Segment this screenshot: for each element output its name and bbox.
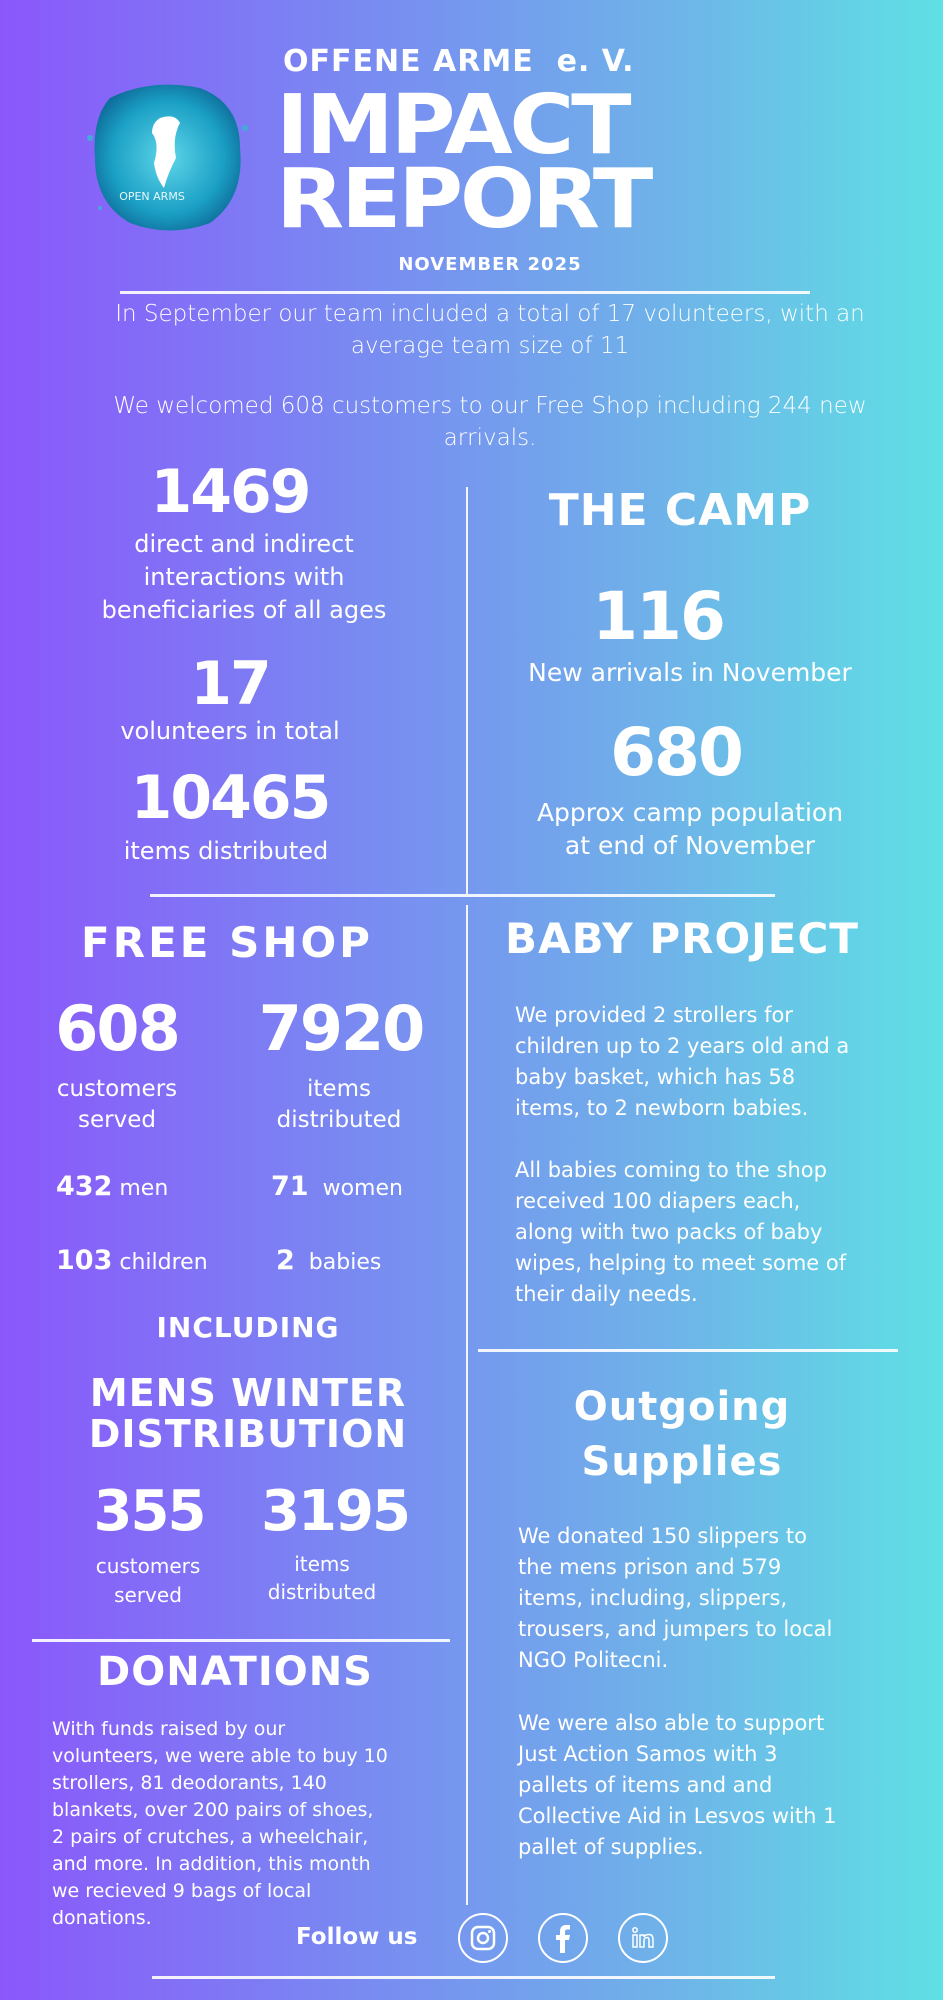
text-line: trousers, and jumpers to local	[518, 1617, 833, 1641]
winter-items-label	[268, 1550, 377, 1606]
text-line: MENS WINTER	[89, 1371, 407, 1415]
text-line: pallets of items and and	[518, 1773, 773, 1797]
text-line: average team size of 11	[350, 333, 630, 359]
text-line: items, including, slippers,	[518, 1586, 788, 1610]
report-month: NOVEMBER 2025	[398, 254, 582, 275]
divider	[32, 1639, 450, 1642]
text-line: 2 pairs of crutches, a wheelchair,	[52, 1826, 369, 1848]
camp-population-label	[537, 796, 843, 862]
intro-text-2	[113, 390, 866, 454]
text-line: distributed	[276, 1107, 402, 1133]
instagram-icon[interactable]	[458, 1913, 508, 1963]
text-line: wipes, helping to meet some of	[515, 1251, 847, 1275]
outgoing-supplies-title	[574, 1380, 791, 1490]
divider	[466, 905, 468, 1905]
report-title-line1: IMPACT	[276, 78, 629, 173]
children-label: children	[119, 1250, 208, 1275]
text-line: we recieved 9 bags of local	[52, 1880, 312, 1902]
follow-us-label: Follow us	[296, 1924, 418, 1950]
text-line: In September our team included a total of 17 volunteers, with an	[115, 301, 865, 327]
volunteers-label: volunteers in total	[120, 717, 340, 745]
text-line: baby basket, which has 58	[515, 1065, 796, 1089]
new-arrivals-label: New arrivals in November	[528, 658, 852, 687]
text-line: children up to 2 years old and a	[515, 1034, 850, 1058]
items-label: items distributed	[123, 837, 329, 865]
text-line: served	[114, 1583, 182, 1607]
text-line: distributed	[267, 1580, 377, 1604]
text-line: We were also able to support	[518, 1711, 825, 1735]
baby-project-text-2	[515, 1155, 846, 1310]
text-line: NGO Politecni.	[518, 1648, 669, 1672]
babies-label: babies	[308, 1250, 382, 1275]
text-line: at end of November	[564, 831, 816, 860]
text-line: donations.	[52, 1907, 152, 1929]
men-stat	[56, 1170, 168, 1206]
divider	[152, 1976, 775, 1979]
open-arms-logo	[80, 78, 255, 236]
text-line: along with two packs of baby	[515, 1220, 823, 1244]
men-label: men	[119, 1176, 169, 1201]
outgoing-text-2	[518, 1708, 836, 1863]
logo-text: OPEN ARMS	[119, 190, 185, 203]
text-line: beneficiaries of all ages	[101, 596, 387, 624]
text-line: received 100 diapers each,	[515, 1189, 801, 1213]
interactions-label	[102, 528, 387, 627]
children-count: 103	[56, 1245, 113, 1276]
facebook-icon[interactable]	[538, 1913, 588, 1963]
text-line: Just Action Samos with 3	[518, 1742, 778, 1766]
babies-stat	[276, 1244, 381, 1280]
text-line: served	[78, 1107, 156, 1133]
text-line: blankets, over 200 pairs of shoes,	[52, 1799, 374, 1821]
including-heading: INCLUDING	[156, 1311, 340, 1344]
donations-title: DONATIONS	[97, 1649, 373, 1695]
children-stat	[56, 1244, 208, 1280]
text-line: customers	[95, 1554, 201, 1578]
linkedin-icon[interactable]	[618, 1913, 668, 1963]
text-line: With funds raised by our	[52, 1718, 286, 1740]
winter-items-count: 3195	[261, 1479, 409, 1544]
text-line: interactions with	[143, 563, 345, 591]
divider	[478, 1349, 898, 1352]
volunteers-count: 17	[190, 649, 270, 719]
text-line: Collective Aid in Lesvos with 1	[518, 1804, 837, 1828]
text-line: strollers, 81 deodorants, 140	[52, 1772, 327, 1794]
text-line: items	[307, 1076, 371, 1102]
women-count: 71	[271, 1171, 309, 1202]
text-line: the mens prison and 579	[518, 1555, 782, 1579]
text-line: All babies coming to the shop	[515, 1158, 827, 1182]
free-shop-items-count: 7920	[258, 992, 424, 1065]
text-line: their daily needs.	[515, 1282, 698, 1306]
free-shop-items-label	[277, 1074, 402, 1136]
men-count: 432	[56, 1171, 113, 1202]
text-line: We welcomed 608 customers to our Free Shop including 244 new	[113, 393, 867, 419]
report-title-line2: REPORT	[276, 152, 651, 247]
text-line: We provided 2 strollers for	[515, 1003, 793, 1027]
winter-distribution-title	[89, 1373, 407, 1455]
divider	[120, 291, 810, 294]
text-line: Supplies	[581, 1439, 783, 1485]
women-label: women	[322, 1176, 403, 1201]
new-arrivals-count: 116	[592, 578, 724, 655]
text-line: items, to 2 newborn babies.	[515, 1096, 809, 1120]
text-line: pallet of supplies.	[518, 1835, 704, 1859]
baby-project-text-1	[515, 1000, 849, 1124]
camp-title: THE CAMP	[548, 485, 812, 536]
divider	[150, 894, 775, 897]
babies-count: 2	[276, 1245, 295, 1276]
free-shop-title: FREE SHOP	[81, 918, 373, 967]
text-line: Outgoing	[573, 1384, 791, 1430]
text-line: Approx camp population	[536, 798, 844, 827]
text-line: DISTRIBUTION	[88, 1412, 408, 1456]
text-line: and more. In addition, this month	[52, 1853, 371, 1875]
text-line: volunteers, we were able to buy 10	[52, 1745, 388, 1767]
intro-text-1	[115, 298, 865, 362]
customers-served-count: 608	[55, 992, 179, 1065]
customers-served-label	[57, 1074, 177, 1136]
interactions-count: 1469	[150, 457, 310, 527]
donations-text	[52, 1716, 388, 1932]
text-line: We donated 150 slippers to	[518, 1524, 807, 1548]
outgoing-text-1	[518, 1521, 832, 1676]
winter-customers-label	[96, 1552, 201, 1610]
baby-project-title: BABY PROJECT	[505, 914, 859, 963]
camp-population-count: 680	[610, 714, 742, 791]
text-line: direct and indirect	[134, 530, 354, 558]
women-stat	[271, 1170, 403, 1206]
text-line: customers	[56, 1076, 178, 1102]
divider	[466, 487, 468, 895]
winter-customers-count: 355	[93, 1479, 205, 1544]
items-count: 10465	[130, 763, 330, 833]
org-name: OFFENE ARME e. V.	[283, 44, 635, 79]
text-line: arrivals.	[443, 425, 537, 451]
text-line: items	[294, 1552, 350, 1576]
